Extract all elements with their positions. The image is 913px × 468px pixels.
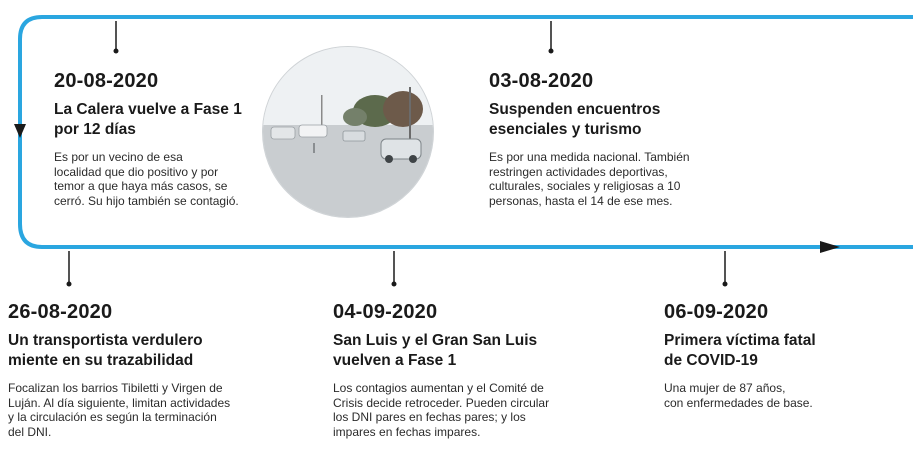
event-headline: Un transportista verdulero miente en su trazabilidad xyxy=(8,332,203,369)
event-headline: La Calera vuelve a Fase 1 por 12 días xyxy=(54,101,242,138)
tick-06-09 xyxy=(723,251,728,287)
event-date: 20-08-2020 xyxy=(54,70,159,92)
event-date: 04-09-2020 xyxy=(333,301,438,323)
event-headline: Primera víctima fatal de COVID-19 xyxy=(664,332,816,369)
timeline-arrow-right-icon xyxy=(820,241,840,253)
event-body: Los contagios aumentan y el Comité de Crisis decide retroceder. Pueden circular los DNI pares en fechas pares; y los impares en fechas impares. xyxy=(333,381,550,439)
street-scene-image xyxy=(263,47,433,217)
event-headline: Suspenden encuentros esenciales y turismo xyxy=(489,101,661,138)
event-body: Es por una medida nacional. También restringen actividades deportivas, culturales, sociales y religiosas a 10 personas, hasta el 14 de ese mes. xyxy=(489,150,690,208)
tick-26-08 xyxy=(67,251,72,287)
event-03-08-2020 xyxy=(489,70,749,208)
event-06-09-2020 xyxy=(664,301,904,410)
event-body: Es por un vecino de esa localidad que dio positivo y por temor a que haya más casos, se cerró. Su hijo también se contagió. xyxy=(54,150,239,208)
event-date: 26-08-2020 xyxy=(8,301,113,323)
event-date: 06-09-2020 xyxy=(664,301,769,323)
timeline-arrow-down-icon xyxy=(14,124,26,138)
event-date: 03-08-2020 xyxy=(489,70,594,92)
event-26-08-2020 xyxy=(8,301,278,439)
tick-04-09 xyxy=(392,251,397,287)
tick-03-08 xyxy=(549,21,554,54)
event-body: Focalizan los barrios Tibiletti y Virgen de Luján. Al día siguiente, limitan actividades y la circulación es según la terminación del DNI. xyxy=(8,381,231,439)
event-20-08-2020 xyxy=(54,70,264,208)
street-photo xyxy=(262,46,434,218)
tick-20-08 xyxy=(114,21,119,54)
event-04-09-2020 xyxy=(333,301,593,439)
event-body: Una mujer de 87 años, con enfermedades de base. xyxy=(664,381,813,410)
event-headline: San Luis y el Gran San Luis vuelven a Fase 1 xyxy=(333,332,538,369)
